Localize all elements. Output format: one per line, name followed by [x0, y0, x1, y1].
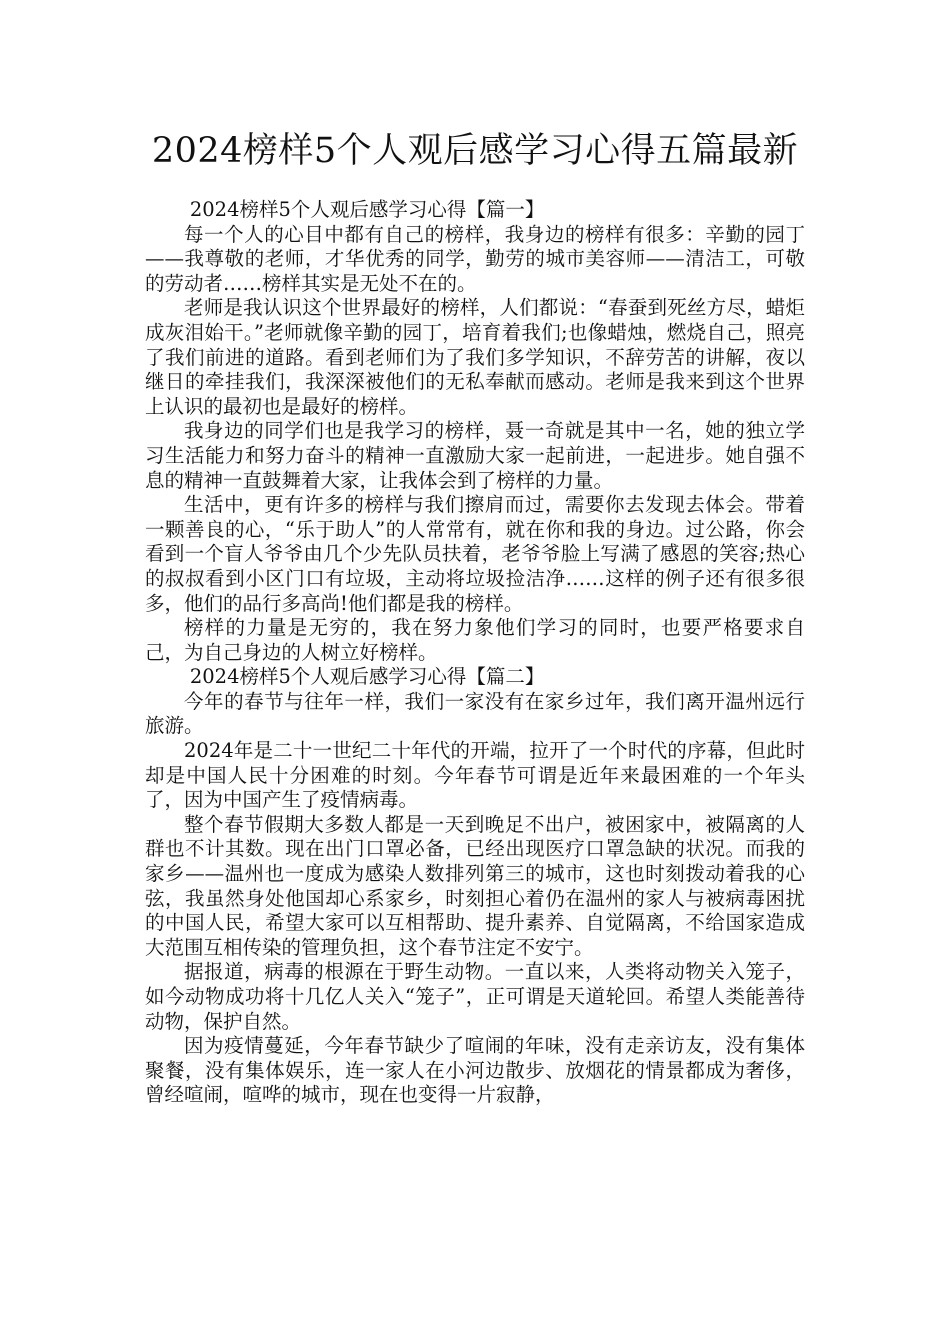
document-body [145, 198, 805, 1108]
paragraph: 今年的春节与往年一样，我们一家没有在家乡过年，我们离开温州远行旅游。 [145, 689, 805, 738]
paragraph: 我身边的同学们也是我学习的榜样，聂一奇就是其中一名，她的独立学习生活能力和努力奋斗的精神一直激励大家一起前进，一起进步。她自强不息的精神一直鼓舞着大家，让我体会到了榜样的力量。 [145, 419, 805, 492]
paragraph: 生活中，更有许多的榜样与我们擦肩而过，需要你去发现去体会。带着一颗善良的心，“乐于助人”的人常常有，就在你和我的身边。过公路，你会看到一个盲人爷爷由几个少先队员扶着，老爷爷脸上写满了感恩的笑容;热心的叔叔看到小区门口有垃圾，主动将垃圾捡洁净……这样的例子还有很多很多，他们的品行多高尚!他们都是我的榜样。 [145, 493, 805, 615]
paragraph: 据报道，病毒的根源在于野生动物。一直以来，人类将动物关入笼子，如今动物成功将十几亿人关入“笼子”，正可谓是天道轮回。希望人类能善待动物，保护自然。 [145, 960, 805, 1033]
section-heading-2: 2024榜样5个人观后感学习心得【篇二】 [189, 665, 545, 689]
paragraph: 榜样的力量是无穷的，我在努力象他们学习的同时，也要严格要求自己，为自己身边的人树立好榜样。 [145, 616, 805, 664]
paragraph: 因为疫情蔓延，今年春节缺少了喧闹的年味，没有走亲访友，没有集体聚餐，没有集体娱乐，连一家人在小河边散步、放烟花的情景都成为奢侈，曾经喧闹，喧哗的城市，现在也变得一片寂静， [145, 1034, 805, 1107]
section-heading-1: 2024榜样5个人观后感学习心得【篇一】 [189, 198, 545, 221]
document-title: 2024榜样5个人观后感学习心得五篇最新 [151, 131, 799, 171]
paragraph: 整个春节假期大多数人都是一天到晚足不出户，被困家中，被隔离的人群也不计其数。现在出门口罩必备，已经出现医疗口罩急缺的状况。而我的家乡——温州也一度成为感染人数排列第三的城市，这也时刻拨动着我的心弦，我虽然身处他国却心系家乡，时刻担心着仍在温州的家人与被病毒困扰的中国人民，希望大家可以互相帮助、提升素养、自觉隔离，不给国家造成大范围互相传染的管理负担，这个春节注定不安宁。 [145, 812, 805, 959]
paragraph: 2024年是二十一世纪二十年代的开端，拉开了一个时代的序幕，但此时却是中国人民十分困难的时刻。今年春节可谓是近年来最困难的一个年头了，因为中国产生了疫情病毒。 [145, 739, 805, 812]
paragraph: 老师是我认识这个世界最好的榜样，人们都说：“春蚕到死丝方尽，蜡炬成灰泪始干。”老师就像辛勤的园丁，培育着我们;也像蜡烛，燃烧自己，照亮了我们前进的道路。看到老师们为了我们多学知识，不辞劳苦的讲解，夜以继日的牵挂我们，我深深被他们的无私奉献而感动。老师是我来到这个世界上认识的最初也是最好的榜样。 [145, 296, 805, 418]
paragraph: 每一个人的心目中都有自己的榜样，我身边的榜样有很多：辛勤的园丁——我尊敬的老师，才华优秀的同学，勤劳的城市美容师——清洁工，可敬的劳动者……榜样其实是无处不在的。 [145, 222, 805, 295]
